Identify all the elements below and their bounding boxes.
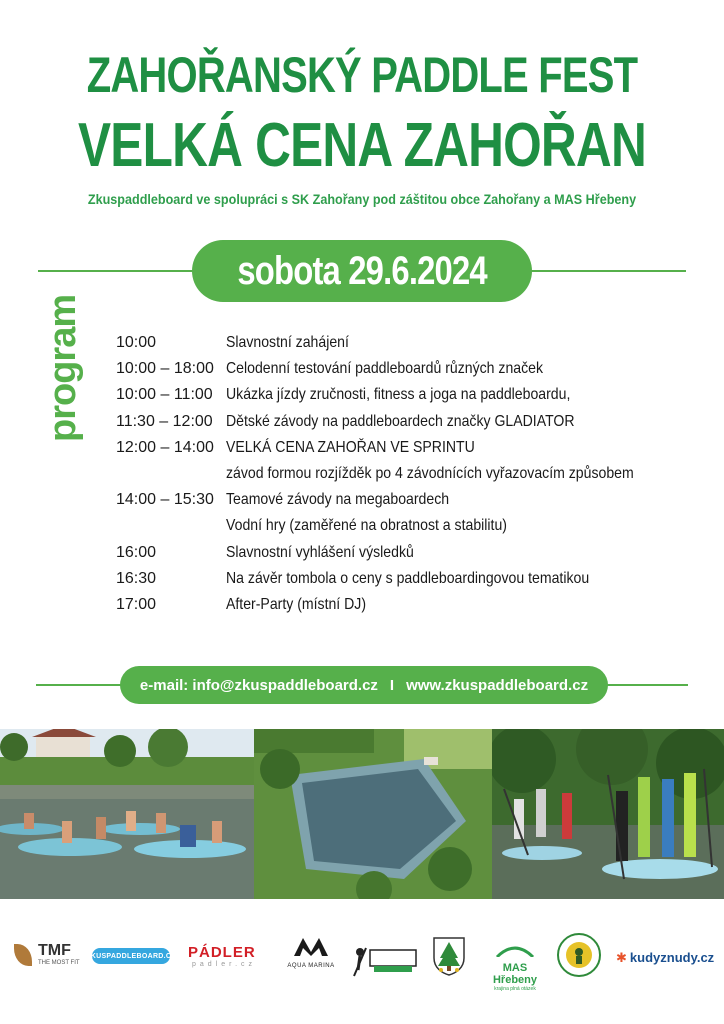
photo-megaboard bbox=[492, 729, 724, 899]
schedule-text: Ukázka jízdy zručnosti, fitness a joga na paddleboardu, bbox=[226, 386, 571, 404]
sponsor-padler bbox=[188, 944, 256, 968]
schedule-text: After-Party (místní DJ) bbox=[226, 595, 367, 613]
schedule-time: 14:00 – 15:30 bbox=[116, 491, 214, 509]
aqua-marina-text: AQUA MARINA bbox=[287, 963, 335, 969]
contact-divider-left bbox=[36, 684, 126, 686]
schedule-text: Slavnostní zahájení bbox=[226, 334, 349, 352]
schedule-time: 17:00 bbox=[116, 595, 157, 613]
schedule-row bbox=[116, 540, 716, 566]
sponsor-magdalena bbox=[556, 932, 602, 983]
schedule-text: závod formou rozjížděk po 4 závodnících vyřazovacím způsobem bbox=[226, 465, 634, 483]
contact-website[interactable]: www.zkuspaddleboard.cz bbox=[406, 676, 589, 694]
schedule-time: 12:00 – 14:00 bbox=[116, 438, 214, 456]
kudyznudy-star-icon: ✱ bbox=[616, 950, 627, 965]
schedule-row bbox=[116, 382, 716, 408]
sponsor-zahorany-coat-of-arms bbox=[432, 936, 466, 981]
schedule-time: 10:00 – 11:00 bbox=[116, 386, 213, 404]
date-divider-right bbox=[526, 270, 686, 272]
schedule-row bbox=[116, 330, 716, 356]
sponsor-mas-hrebeny bbox=[480, 944, 550, 992]
schedule-row bbox=[116, 461, 716, 487]
sponsor-kudyznudy bbox=[616, 950, 714, 966]
schedule-text: Na závěr tombola o ceny s paddleboardingovou tematikou bbox=[226, 569, 590, 587]
sponsor-logos bbox=[0, 930, 724, 990]
schedule-row bbox=[116, 513, 716, 539]
kudyznudy-text: kudyznudy.cz bbox=[629, 950, 715, 965]
coat-of-arms-icon bbox=[432, 936, 466, 976]
program-schedule bbox=[116, 330, 716, 618]
organizers-line: Zkuspaddleboard ve spolupráci s SK Zahořany pod záštitou obce Zahořany a MAS Hřebeny bbox=[87, 191, 637, 207]
magdalena-seal-icon bbox=[556, 932, 602, 978]
mas-tagline: krajina plná otázek bbox=[494, 986, 536, 992]
schedule-row bbox=[116, 435, 716, 461]
contact-divider-right bbox=[602, 684, 688, 686]
photo-yoga bbox=[0, 729, 254, 899]
date-divider-left bbox=[38, 270, 198, 272]
paddler-figure-icon bbox=[352, 944, 418, 978]
tmf-leaf-icon bbox=[14, 944, 32, 966]
schedule-row bbox=[116, 356, 716, 382]
contact-separator: I bbox=[389, 676, 395, 694]
schedule-text: Vodní hry (zaměřené na obratnost a stabilitu) bbox=[226, 517, 507, 535]
tmf-tagline: THE MOST FIT bbox=[38, 960, 80, 966]
event-title: ZAHOŘANSKÝ PADDLE FEST bbox=[86, 47, 638, 103]
aqua-marina-logo-icon bbox=[294, 938, 328, 956]
sponsor-tmf bbox=[14, 942, 80, 966]
sponsor-aqua-marina bbox=[283, 938, 339, 969]
schedule-row bbox=[116, 566, 716, 592]
schedule-text: VELKÁ CENA ZAHOŘAN VE SPRINTU bbox=[226, 438, 475, 456]
schedule-text: Celodenní testování paddleboardů různých značek bbox=[226, 360, 544, 378]
schedule-row bbox=[116, 409, 716, 435]
photo-aerial-pond bbox=[254, 729, 492, 899]
event-subtitle-main: VELKÁ CENA ZAHOŘAN bbox=[78, 111, 646, 180]
schedule-text: Teamové závody na megaboardech bbox=[226, 491, 450, 509]
mas-arc-icon bbox=[495, 945, 535, 957]
mas-logo-text: MAS Hřebeny bbox=[492, 962, 538, 986]
schedule-time: 10:00 – 18:00 bbox=[116, 360, 214, 378]
event-date: sobota 29.6.2024 bbox=[237, 248, 487, 293]
contact-email[interactable]: e-mail: info@zkuspaddleboard.cz bbox=[139, 676, 378, 694]
schedule-time: 16:00 bbox=[116, 543, 157, 561]
schedule-text: Dětské závody na paddleboardech značky GLADIATOR bbox=[226, 412, 575, 430]
schedule-row bbox=[116, 487, 716, 513]
schedule-time: 10:00 bbox=[116, 334, 157, 352]
sponsor-race-logo bbox=[352, 944, 418, 983]
padler-sub: padler.cz bbox=[192, 961, 257, 968]
contact-bar bbox=[120, 666, 608, 704]
schedule-row bbox=[116, 592, 716, 618]
sponsor-zkuspaddleboard: ZKUSPADDLEBOARD.CZ bbox=[92, 948, 170, 964]
tmf-logo-text: TMF bbox=[38, 942, 71, 959]
schedule-time: 11:30 – 12:00 bbox=[116, 412, 213, 430]
date-badge bbox=[192, 240, 532, 302]
schedule-time: 16:30 bbox=[116, 569, 157, 587]
padler-logo-text: PÁDLER bbox=[188, 944, 256, 961]
program-label: program bbox=[42, 294, 84, 442]
schedule-text: Slavnostní vyhlášení výsledků bbox=[226, 543, 414, 561]
